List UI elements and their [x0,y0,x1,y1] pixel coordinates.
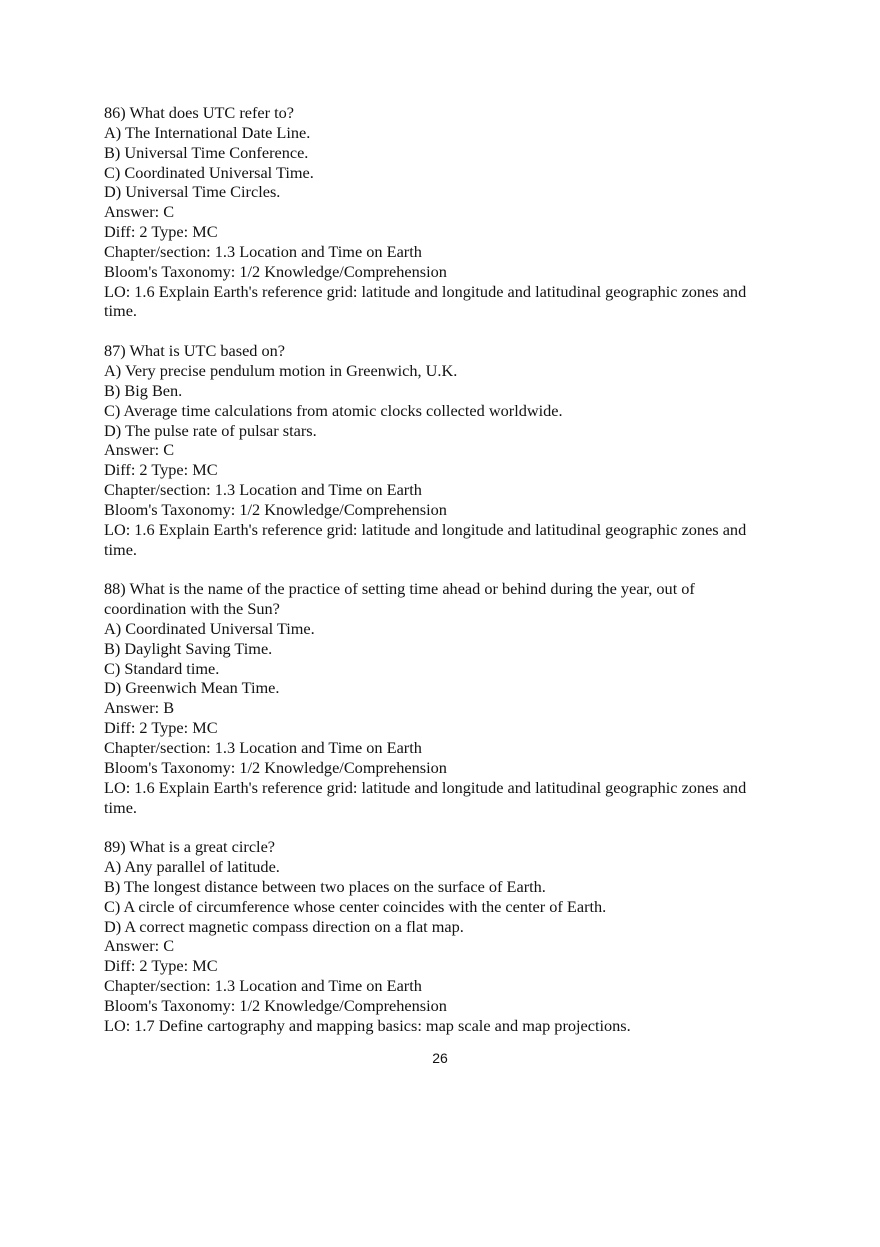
answer-line: Answer: C [104,440,175,460]
question-87 [104,341,774,559]
answer-line: Answer: C [104,202,175,222]
question-86 [104,103,774,321]
chapter-line: Chapter/section: 1.3 Location and Time on Earth [104,738,422,757]
option-d: D) Universal Time Circles. [104,182,281,202]
option-b: B) Daylight Saving Time. [104,638,273,658]
difficulty-line: Diff: 2 Type: MC [104,956,218,976]
option-a: A) Any parallel of latitude. [104,857,280,877]
question-89 [104,837,774,1035]
learning-objective-line: LO: 1.6 Explain Earth's reference grid: latitude and longitude and latitudinal geographic zones and time. [104,519,747,559]
chapter-line: Chapter/section: 1.3 Location and Time on Earth [104,976,422,996]
question-stem: 86) What does UTC refer to? [104,103,295,122]
question-stem: 87) What is UTC based on? [104,341,286,361]
bloom-line: Bloom's Taxonomy: 1/2 Knowledge/Comprehension [104,757,447,777]
answer-line: Answer: C [104,936,175,956]
learning-objective-line: LO: 1.6 Explain Earth's reference grid: latitude and longitude and latitudinal geographic zones and time. [104,281,747,321]
question-88 [104,579,774,817]
learning-objective-line: LO: 1.6 Explain Earth's reference grid: latitude and longitude and latitudinal geographic zones and time. [104,777,747,817]
option-c: C) Average time calculations from atomic clocks collected worldwide. [104,400,563,420]
difficulty-line: Diff: 2 Type: MC [104,460,218,480]
option-c: C) A circle of circumference whose center coincides with the center of Earth. [104,896,607,916]
question-list [104,103,774,1056]
option-c: C) Standard time. [104,658,220,678]
bloom-line: Bloom's Taxonomy: 1/2 Knowledge/Comprehension [104,499,447,519]
chapter-line: Chapter/section: 1.3 Location and Time on Earth [104,480,422,500]
option-d: D) The pulse rate of pulsar stars. [104,420,317,440]
difficulty-line: Diff: 2 Type: MC [104,222,218,242]
chapter-line: Chapter/section: 1.3 Location and Time on Earth [104,241,422,261]
difficulty-line: Diff: 2 Type: MC [104,718,218,738]
option-b: B) Universal Time Conference. [104,142,309,162]
option-a: A) Very precise pendulum motion in Greenwich, U.K. [104,360,458,380]
option-b: B) Big Ben. [104,380,183,400]
option-a: A) Coordinated Universal Time. [104,618,315,638]
answer-line: Answer: B [104,698,175,718]
question-stem: 88) What is the name of the practice of setting time ahead or behind during the year, out of coordination with the Sun? [104,579,695,619]
bloom-line: Bloom's Taxonomy: 1/2 Knowledge/Comprehension [104,995,447,1015]
option-a: A) The International Date Line. [104,122,311,142]
question-stem: 89) What is a great circle? [104,837,276,857]
option-d: D) A correct magnetic compass direction on a flat map. [104,916,464,936]
option-d: D) Greenwich Mean Time. [104,678,280,698]
option-b: B) The longest distance between two places on the surface of Earth. [104,876,546,896]
page-number: 26 [432,1050,448,1066]
option-c: C) Coordinated Universal Time. [104,162,314,182]
learning-objective-line: LO: 1.7 Define cartography and mapping basics: map scale and map projections. [104,1015,631,1035]
bloom-line: Bloom's Taxonomy: 1/2 Knowledge/Comprehension [104,261,447,281]
